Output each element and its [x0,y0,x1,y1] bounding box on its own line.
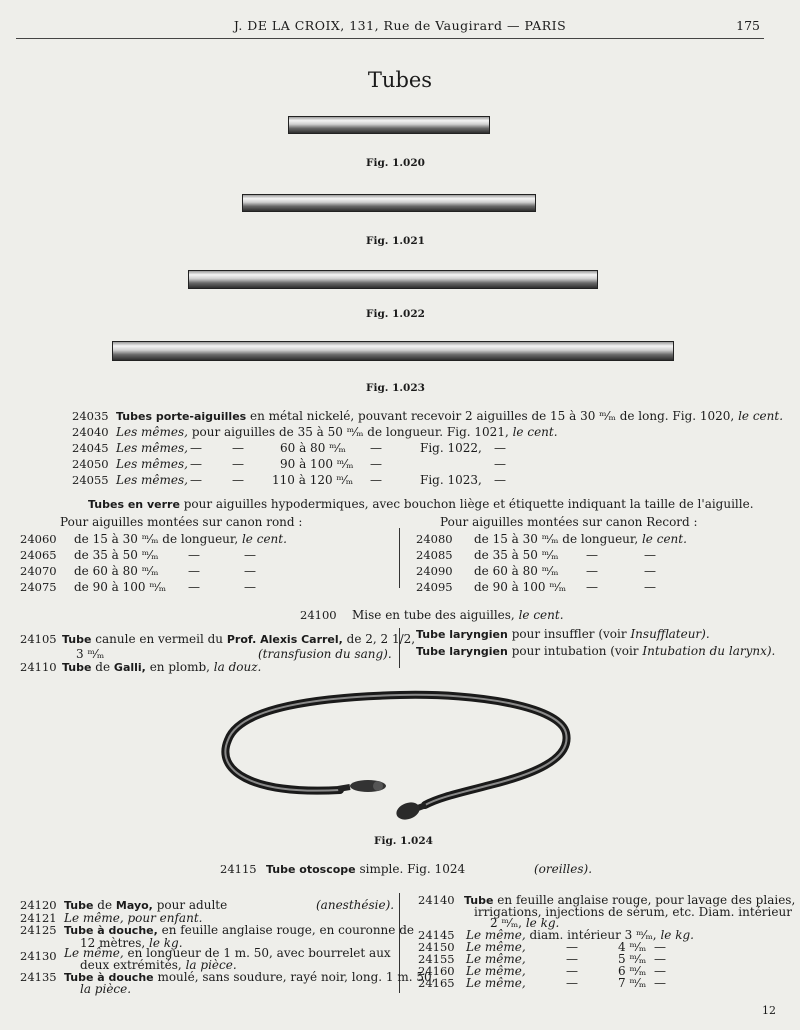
ditto: — [494,473,506,487]
item-name: Tube à douche [64,971,154,984]
item-price: la pièce. [80,982,132,996]
verre-left-heading: Pour aiguilles montées sur canon rond : [60,515,303,529]
item-desc: pour aiguilles de 35 à 50 ᵐ⁄ₘ de longueur. Fig. 1021, [191,425,509,439]
ditto: — [370,473,382,487]
ditto: — [188,564,200,578]
item-name: Le même, [64,946,124,960]
item-use: (transfusion du sang). [258,647,392,661]
item-name: Le même, [466,976,526,990]
item-desc: en longueur de 1 m. 50, avec bourrelet aux [127,946,391,960]
ditto: — [190,441,202,455]
item-desc: en feuille anglaise rouge, pour lavage des plaies, [497,893,796,907]
item-use: (oreilles). [534,862,593,876]
verre-title: Tubes en verre [88,498,180,511]
item-code: 24135 [20,970,57,984]
item-code: 24165 [418,976,455,990]
item-name: Tube otoscope [266,863,356,876]
item-price: le cent. [241,532,287,546]
running-header: J. DE LA CROIX, 131, Rue de Vaugirard — PARIS [233,18,567,33]
item-line [416,627,710,641]
item-price: le kg. [149,936,183,950]
otoscope-tube-illustration [210,685,580,835]
fig-caption-1022: Fig. 1.022 [366,308,425,320]
item-desc: pour insuffler (voir [511,627,627,641]
item-name: Le même, [466,940,526,954]
item-name: Le même, [466,964,526,978]
item-code: 24150 [418,940,455,954]
item-name: Les mêmes, [116,441,188,455]
item-name: Tube laryngien [416,628,508,641]
item-desc: pour adulte [156,898,228,912]
verre-intro [88,497,754,511]
ditto: — [586,548,598,562]
item-size [74,532,287,546]
ditto: — [654,940,666,954]
item-ref: Intubation du larynx). [642,644,776,658]
item-name: Le même, [466,928,526,942]
item-line [352,608,564,622]
item-desc: en plomb, [149,660,210,674]
item-size: de 35 à 50 ᵐ⁄ₘ [74,548,159,562]
item-name: Tube à douche, [64,924,158,937]
item-name: Mayo, [115,899,153,912]
item-code: 24145 [418,928,455,942]
item-name: Les mêmes, [116,473,188,487]
ditto: — [566,976,578,990]
item-code: 24095 [416,580,453,594]
item-price: le cent. [512,425,558,439]
item-line [266,862,465,876]
item-line [116,409,783,423]
item-code: 24055 [72,473,109,487]
ditto: — [566,964,578,978]
fig-caption-1020: Fig. 1.020 [366,157,425,169]
size-text: de 15 à 30 ᵐ⁄ₘ de longueur, [74,532,239,546]
item-code: 24050 [72,457,109,471]
ditto: — [232,441,244,455]
item-price: le cent. [738,409,784,423]
item-size: 5 ᵐ⁄ₘ [618,952,647,966]
ditto: — [566,940,578,954]
item-line [64,898,227,912]
item-size: de 60 à 80 ᵐ⁄ₘ [74,564,159,578]
item-line [62,660,261,674]
item-code: 24155 [418,952,455,966]
item-size: 3 ᵐ⁄ₘ [76,647,105,661]
item-code: 24140 [418,893,455,907]
item-code: 24035 [72,409,109,423]
verre-desc: pour aiguilles hypodermiques, avec bouchon liège et étiquette indiquant la taille de l'aiguille. [183,497,754,511]
item-price: la pièce. [185,958,237,972]
item-code: 24085 [416,548,453,562]
item-desc: de [95,660,111,674]
fig-caption-1023: Fig. 1.023 [366,382,425,394]
item-desc: diam. intérieur 3 ᵐ⁄ₘ, [529,928,657,942]
ditto: — [190,473,202,487]
page-title: Tubes [367,68,433,92]
item-code: 24110 [20,660,57,674]
item-name: Tube [62,661,92,674]
item-size: de 60 à 80 ᵐ⁄ₘ [474,564,559,578]
item-line: Le même, pour enfant. [64,911,203,925]
item-code: 24121 [20,911,57,925]
item-code: 24040 [72,425,109,439]
item-desc: canule en vermeil du [95,632,224,646]
item-use: (anesthésie). [316,898,395,912]
item-name: Le même, [466,952,526,966]
item-desc: Mise en tube des aiguilles, [352,608,515,622]
item-code: 24065 [20,548,57,562]
item-code: 24070 [20,564,57,578]
ditto: — [370,441,382,455]
item-desc: en feuille anglaise rouge, en couronne de [161,923,414,937]
ditto: — [494,457,506,471]
fig-caption-1021: Fig. 1.021 [366,235,425,247]
item-size: de 35 à 50 ᵐ⁄ₘ [474,548,559,562]
size-text: de 15 à 30 ᵐ⁄ₘ de longueur, [474,532,639,546]
item-size: de 90 à 100 ᵐ⁄ₘ [474,580,567,594]
ditto: — [644,564,656,578]
item-desc: moulé, sans soudure, rayé noir, long. 1 m. 50, [157,970,436,984]
item-name: Tube [464,894,494,907]
item-code: 24080 [416,532,453,546]
item-fig: Fig. 1023, [420,473,482,487]
item-price: le kg. [525,916,560,930]
item-size: de 90 à 100 ᵐ⁄ₘ [74,580,167,594]
item-price: le cent. [641,532,687,546]
item-name: Galli, [113,661,146,674]
footer-number: 12 [762,1004,776,1017]
item-desc: de 2, 2 1/2, [346,632,416,646]
item-code: 24120 [20,898,57,912]
item-line [64,923,414,937]
ditto: — [244,564,256,578]
ditto: — [644,580,656,594]
item-desc: en métal nickelé, pouvant recevoir 2 aiguilles de 15 à 30 ᵐ⁄ₘ de long. Fig. 1020, [250,409,735,423]
tube-illustration-1020 [288,116,490,134]
item-line [116,425,558,439]
item-code: 24105 [20,632,57,646]
item-desc: pour intubation (voir [511,644,639,658]
ditto: — [586,564,598,578]
column-divider [399,528,400,588]
item-size [474,532,687,546]
item-desc: de [97,898,113,912]
item-name: Prof. Alexis Carrel, [226,633,343,646]
item-size: 2 ᵐ⁄ₘ, [490,916,522,930]
fig-caption-1024: Fig. 1.024 [374,835,433,847]
item-code: 24075 [20,580,57,594]
ditto: — [188,548,200,562]
item-name: Tube [62,633,92,646]
ditto: — [654,952,666,966]
item-price: le cent. [518,608,564,622]
item-code: 24100 [300,608,337,622]
ditto: — [232,473,244,487]
item-ref: Insufflateur). [630,627,710,641]
ditto: — [370,457,382,471]
ditto: — [654,976,666,990]
ditto: — [244,580,256,594]
item-size: 60 à 80 ᵐ⁄ₘ [280,441,346,455]
ditto: — [586,580,598,594]
header-rule [16,38,764,39]
item-code: 24160 [418,964,455,978]
item-price: le kg. [660,928,694,942]
ditto: — [232,457,244,471]
item-line-cont: irrigations, injections de sérum, etc. Diam. intérieur [474,905,792,919]
page-number: 175 [736,18,760,33]
item-code: 24090 [416,564,453,578]
item-code: 24115 [220,862,257,876]
item-size: 4 ᵐ⁄ₘ [618,940,647,954]
item-name: Tubes porte-aiguilles [116,410,247,423]
item-size: 90 à 100 ᵐ⁄ₘ [280,457,354,471]
item-desc: 12 mètres, [80,936,146,950]
item-name: Tube laryngien [416,645,508,658]
tube-illustration-1023 [112,341,674,361]
item-price: la douz. [213,660,262,674]
tube-illustration-1021 [242,194,536,212]
ditto: — [188,580,200,594]
item-code: 24060 [20,532,57,546]
item-desc: deux extrémités, [80,958,182,972]
item-name: Les mêmes, [116,457,188,471]
ditto: — [190,457,202,471]
ditto: — [654,964,666,978]
verre-right-heading: Pour aiguilles montées sur canon Record : [440,515,698,529]
item-desc: simple. Fig. 1024 [359,862,466,876]
item-name: Les mêmes, [116,425,188,439]
item-size: 6 ᵐ⁄ₘ [618,964,647,978]
ditto: — [244,548,256,562]
item-size: 110 à 120 ᵐ⁄ₘ [272,473,354,487]
tube-illustration-1022 [188,270,598,289]
ditto: — [494,441,506,455]
item-line [62,632,415,646]
item-line [416,644,775,658]
item-fig: Fig. 1022, [420,441,482,455]
item-code: 24130 [20,949,57,963]
ditto: — [644,548,656,562]
ditto: — [566,952,578,966]
item-code: 24125 [20,923,57,937]
item-size: 7 ᵐ⁄ₘ [618,976,647,990]
item-name: Tube [64,899,94,912]
item-code: 24045 [72,441,109,455]
